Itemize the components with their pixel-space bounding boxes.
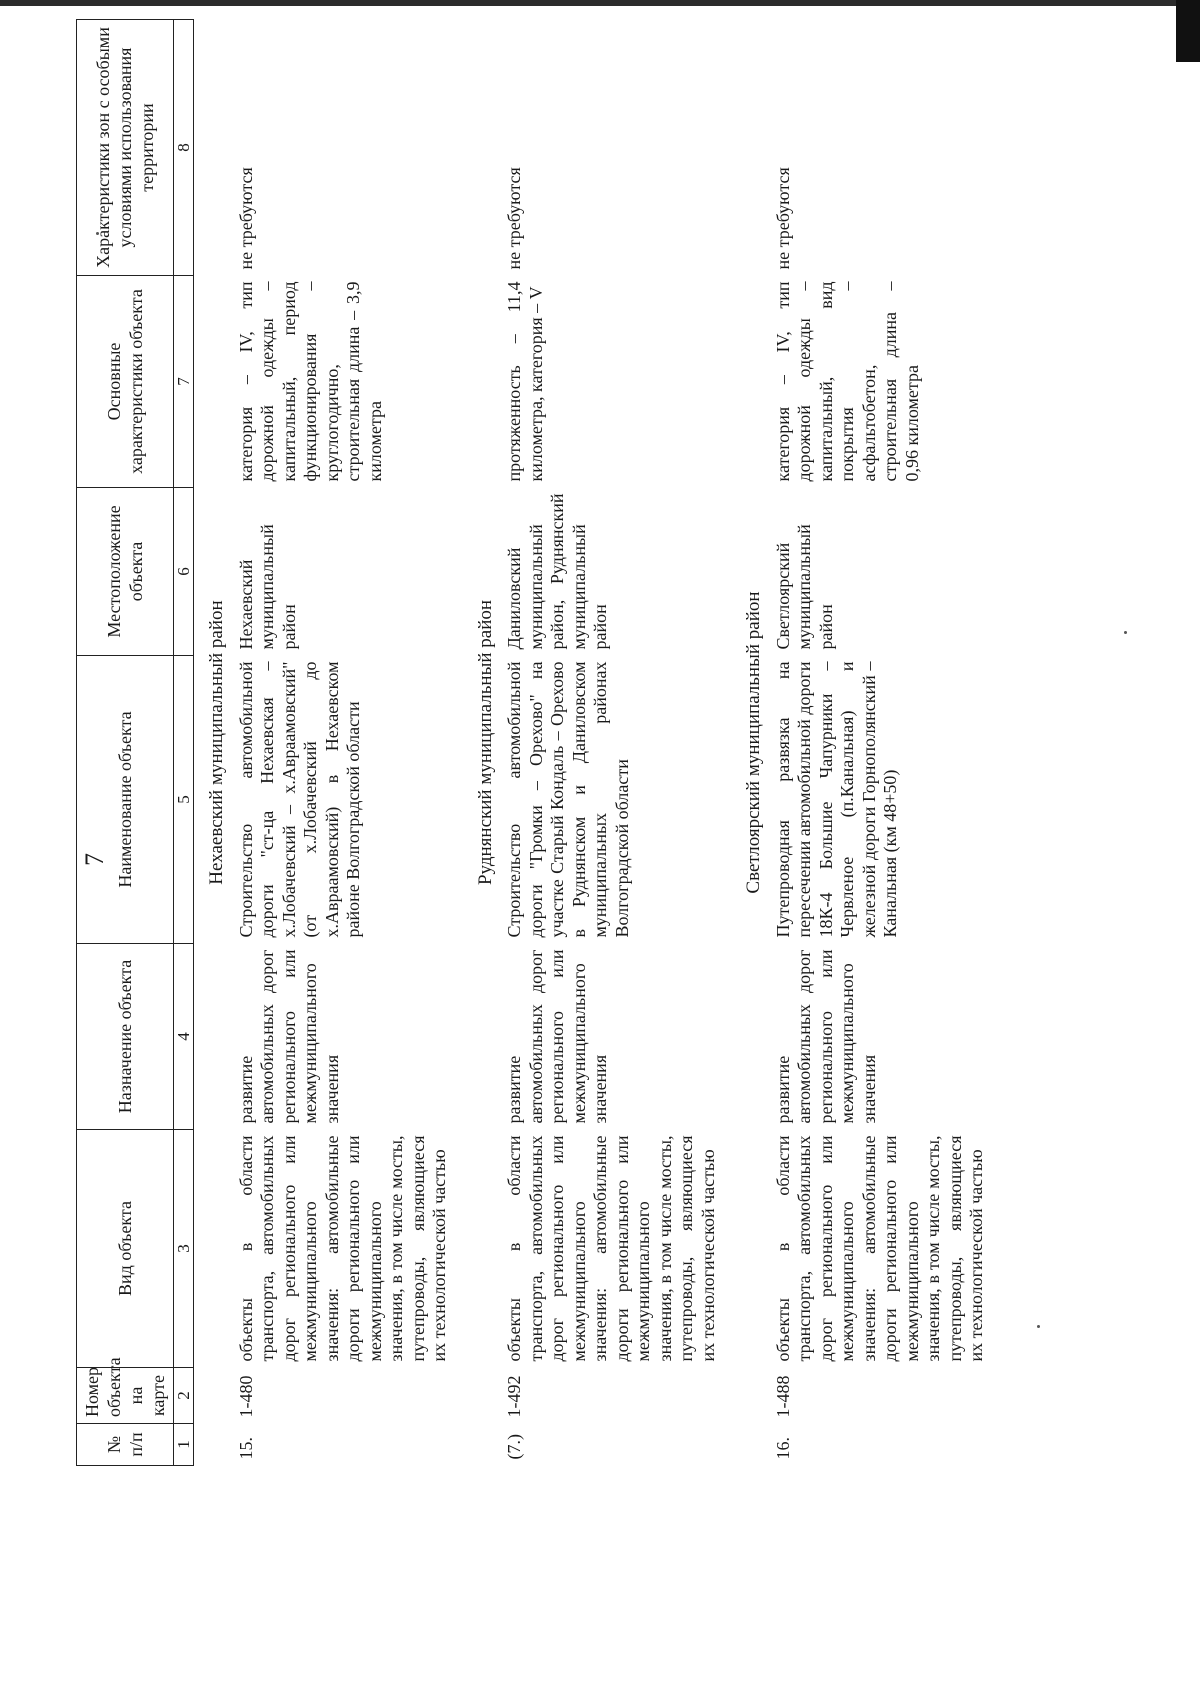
header-cell: Вид объекта xyxy=(77,1130,174,1368)
table-header-row xyxy=(77,20,174,1466)
header-cell: № п/п xyxy=(77,1424,174,1466)
district-heading: Светлоярский муниципальный район xyxy=(743,591,764,894)
object-zones: не требуются xyxy=(504,167,524,270)
column-number: 6 xyxy=(174,488,194,656)
object-purpose: развитие автомобильных дорог регионального или межмуниципального значения xyxy=(235,949,342,1124)
district-heading: Руднянский муниципальный район xyxy=(474,599,496,886)
map-object-id: 1-492 xyxy=(504,1375,524,1418)
column-number: 5 xyxy=(174,656,194,944)
object-name: Путепроводная развязка на пересечении автомобильной дороги 18К-4 Большие Чапурники – Червленое (п.Канальная) и железной дороги Горнополянский – Канальная (км 48+50) xyxy=(772,661,900,938)
header-cell: Назначение объекта xyxy=(77,944,174,1130)
object-location: Даниловский муниципальный район, Руднянский муниципальный район xyxy=(504,493,610,650)
row-spacer xyxy=(455,20,463,1466)
objects-table xyxy=(76,19,992,1466)
object-characteristics: протяженность – 11,4 километра, категория – V xyxy=(504,281,546,482)
table-row xyxy=(769,20,992,1466)
column-number: 4 xyxy=(174,944,194,1130)
column-number: 7 xyxy=(174,276,194,488)
object-location: Нехаевский муниципальный район xyxy=(235,524,299,650)
row-number: 15. xyxy=(235,1437,256,1460)
map-object-id: 1-488 xyxy=(772,1375,793,1418)
district-heading-row xyxy=(463,20,501,1466)
object-purpose: развитие автомобильных дорог регионального или межмуниципального значения xyxy=(772,949,879,1124)
header-cell: Основные характеристики объекта xyxy=(77,276,174,488)
header-cell: Характеристики зон с особыми условиями использования территории xyxy=(77,20,174,276)
column-number: 2 xyxy=(174,1368,194,1424)
object-name: Строительство автомобильной дороги "Громки – Орехово" на участке Старый Кондаль – Орехово в Руднянском и Даниловском муниципальных районах Волгоградской области xyxy=(504,661,632,938)
column-number-row xyxy=(174,20,194,1466)
district-heading-row xyxy=(194,20,232,1466)
object-characteristics: категория – IV, тип дорожной одежды – капитальный, вид покрытия – асфальтобетон, строительная длина – 0,96 километра xyxy=(772,281,922,482)
table-row xyxy=(500,20,723,1466)
table-row xyxy=(232,20,455,1466)
district-heading: Нехаевский муниципальный район xyxy=(206,600,227,885)
row-number: 16. xyxy=(772,1437,793,1460)
header-cell: Номер объекта на карте xyxy=(77,1368,174,1424)
object-type: объекты в области транспорта, автомобильных дорог регионального или межмуниципального значения: автомобильные дороги регионального или межмуниципального значения, в том числе мосты, путепроводы, являющиеся их технологической частью xyxy=(504,1135,718,1362)
column-number: 1 xyxy=(174,1424,194,1466)
object-zones: не требуются xyxy=(772,167,793,270)
header-cell: Наименование объекта xyxy=(77,656,174,944)
object-type: объекты в области транспорта, автомобильных дорог регионального или межмуниципального значения: автомобильные дороги регионального или межмуниципального значения, в том числе мосты, путепроводы, являющиеся их технологической частью xyxy=(235,1135,449,1362)
map-object-id: 1-480 xyxy=(235,1375,256,1418)
district-heading-row xyxy=(731,20,769,1466)
object-characteristics: категория – IV, тип дорожной одежды – капитальный, период функционирования – круглогодично, строительная длина – 3,9 километра xyxy=(235,281,385,482)
header-cell: Местоположение объекта xyxy=(77,488,174,656)
column-number: 3 xyxy=(174,1130,194,1368)
page-number: 7 xyxy=(80,853,109,866)
object-zones: не требуются xyxy=(235,167,256,270)
column-number: 8 xyxy=(174,20,194,276)
row-spacer xyxy=(723,20,731,1466)
row-number: (7.) xyxy=(504,1434,524,1460)
object-type: объекты в области транспорта, автомобильных дорог регионального или межмуниципального значения: автомобильные дороги регионального или межмуниципального значения, в том числе мосты, путепроводы, являющиеся их технологической частью xyxy=(772,1135,986,1362)
object-purpose: развитие автомобильных дорог регионального или межмуниципального значения xyxy=(504,949,610,1124)
object-location: Светлоярский муниципальный район xyxy=(772,524,836,650)
object-name: Строительство автомобильной дороги "ст-ца Нехаевская – х.Лобачевский – х.Авраамовский" (от х.Лобачевский до х.Авраамовский) в Нехаевском районе Волгоградской области xyxy=(235,661,363,938)
